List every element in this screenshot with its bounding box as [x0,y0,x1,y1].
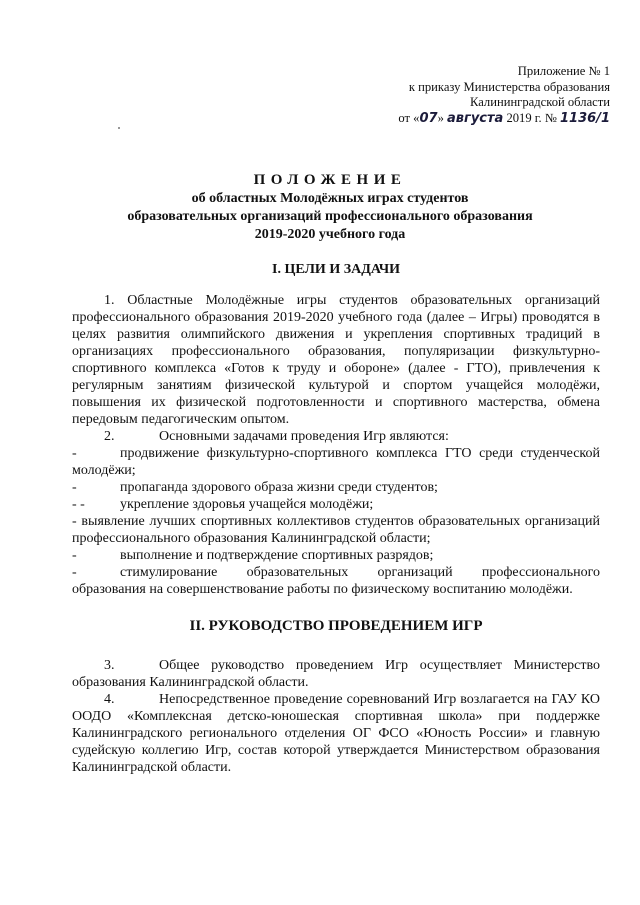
list-item [72,547,600,564]
list-item [72,496,600,513]
appendix-header [360,64,610,126]
document-title [60,170,600,244]
document-body [72,261,600,776]
list-dash: - [72,548,77,563]
appendix-ministry-region: Калининградской области [470,95,610,109]
order-number-handwritten: 1136/1 [560,110,610,126]
date-day-handwritten: 07 [419,110,438,126]
list-item-text: укрепление здоровья учащейся молодёжи; [120,497,374,512]
paragraph-2-number: 2. [104,429,115,444]
scan-speck [118,127,120,129]
list-dash: - [72,565,77,580]
list-item [72,445,600,479]
paragraph-4 [72,691,600,776]
list-item-text: стимулирование образовательных организаций профессионального образования на совершенствование работы по физическому воспитанию молодёжи. [72,565,600,597]
title-line-3: 2019-2020 учебного года [254,227,406,242]
date-prefix: от « [398,110,420,125]
title-line-1: об областных Молодёжных играх студентов [191,191,469,206]
appendix-order-ref: к приказу Министерства образования [408,79,610,94]
paragraph-3 [72,657,600,691]
paragraph-4-number: 4. [104,692,115,707]
list-item-text: выявление лучших спортивных коллективов студентов образовательных организаций профессионального образования Калининградской области; [72,514,600,546]
list-dash: - [72,480,77,495]
list-dash: - [72,446,77,461]
list-item-text: пропаганда здорового образа жизни среди студентов; [120,480,438,495]
list-item-text: продвижение физкультурно-спортивного комплекса ГТО среди студенческой молодёжи; [72,446,600,478]
list-item [72,564,600,598]
list-item [72,479,600,496]
title-line-2: образовательных организаций профессионального образования [127,209,533,224]
list-item [72,513,600,547]
appendix-number: Приложение № 1 [517,64,610,78]
paragraph-2 [72,428,600,445]
list-dash: - - [72,497,85,512]
paragraph-3-text: Общее руководство проведением Игр осуществляет Министерство образования Калининградской области. [72,658,600,690]
section-heading-goals: I. ЦЕЛИ И ЗАДАЧИ [272,262,400,277]
list-dash: - [72,514,77,529]
paragraph-1: 1. Областные Молодёжные игры студентов образовательных организаций профессионального образования 2019-2020 учебного года (далее – Игры) проводятся в целях развития олимпийского движения и укрепления спортивных традиций в организациях профессионального образования, популяризации физкультурно-спортивного комплекса «Готов к труду и обороне» (далее - ГТО), привлечения к регулярным занятиям физической культурой и спортом учащейся молодёжи, повышения их физической подготовленности и спортивного мастерства, обмена передовым педагогическим опытом. [72,293,600,427]
order-date-line [360,111,610,127]
date-year: 2019 г. № [503,110,561,125]
date-separator: » [437,110,448,125]
paragraph-4-text: Непосредственное проведение соревнований Игр возлагается на ГАУ КО ООДО «Комплексная детско-юношеская спортивная школа» при поддержке Калининградского регионального отделения ОГ ФСО «Юность России» и главную судейскую коллегию Игр, состав которой утверждается Министерством образования Калининградской области. [72,692,600,775]
paragraph-3-number: 3. [104,658,115,673]
title-main: ПОЛОЖЕНИЕ [253,172,407,188]
section-heading-management: II. РУКОВОДСТВО ПРОВЕДЕНИЕМ ИГР [189,618,483,634]
list-item-text: выполнение и подтверждение спортивных разрядов; [120,548,434,563]
paragraph-2-text: Основными задачами проведения Игр являются: [159,429,449,444]
date-month-handwritten: августа [447,110,504,126]
